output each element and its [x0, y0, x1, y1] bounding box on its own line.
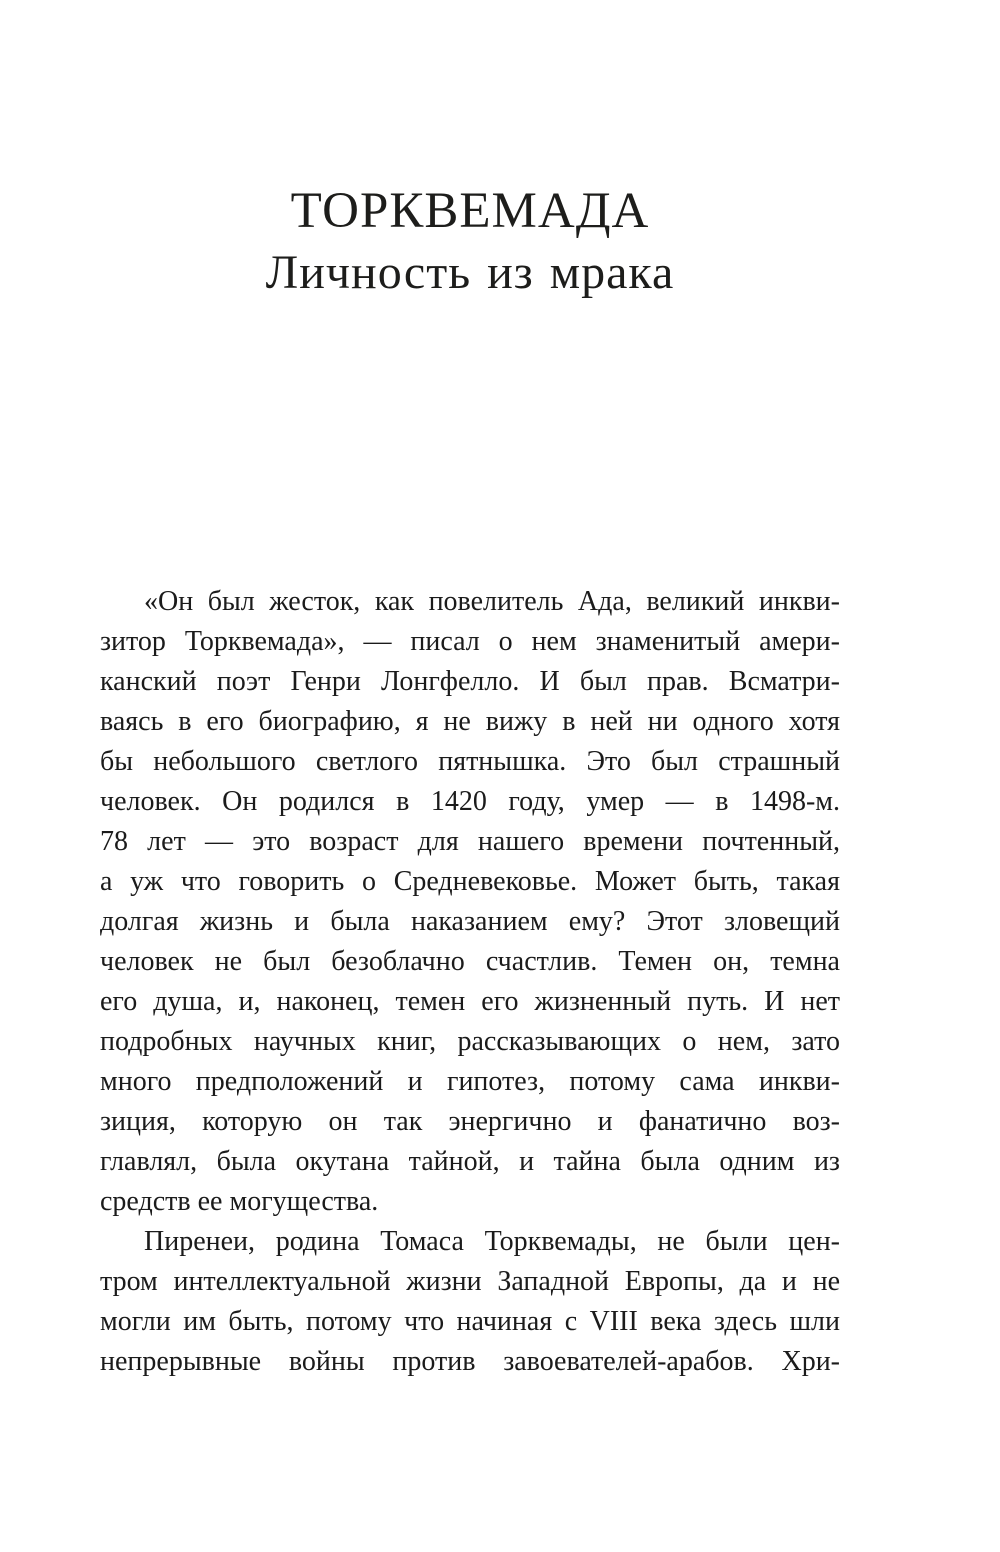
text-line: много предположений и гипотез, потому сама инкви- [100, 1066, 840, 1097]
chapter-subtitle: Личность из мрака [265, 246, 675, 299]
text-line: «Он был жесток, как повелитель Ада, великий инкви- [144, 586, 840, 617]
text-line: главлял, была окутана тайной, и тайна была одним из [100, 1146, 840, 1177]
text-line: канский поэт Генри Лонгфелло. И был прав. Всматри- [100, 666, 840, 697]
text-line: долгая жизнь и была наказанием ему? Этот зловещий [100, 906, 840, 937]
text-line: зитор Торквемада», — писал о нем знаменитый амери- [100, 626, 840, 657]
text-line: непрерывные войны против завоевателей-арабов. Хри- [100, 1346, 840, 1377]
text-line: 78 лет — это возраст для нашего времени почтенный, [100, 826, 840, 857]
text-line: Пиренеи, родина Томаса Торквемады, не были цен- [144, 1226, 840, 1257]
text-line: бы небольшого светлого пятнышка. Это был страшный [100, 746, 840, 777]
text-line: тром интеллектуальной жизни Западной Европы, да и не [100, 1266, 840, 1297]
text-line: средств ее могущества. [100, 1186, 379, 1217]
text-line: его душа, и, наконец, темен его жизненный путь. И нет [100, 986, 840, 1017]
text-line: зиция, которую он так энергично и фанатично воз- [100, 1106, 840, 1137]
text-line: подробных научных книг, рассказывающих о нем, зато [100, 1026, 840, 1057]
chapter-title: ТОРКВЕМАДА [290, 183, 650, 239]
text-line: человек не был безоблачно счастлив. Темен он, темна [100, 946, 840, 977]
text-line: человек. Он родился в 1420 году, умер — в 1498-м. [100, 786, 840, 817]
text-line: ваясь в его биографию, я не вижу в ней ни одного хотя [100, 706, 840, 737]
text-line: а уж что говорить о Средневековье. Может быть, такая [100, 866, 840, 897]
text-line: могли им быть, потому что начиная с VIII века здесь шли [100, 1306, 840, 1337]
body-text [100, 582, 840, 1382]
